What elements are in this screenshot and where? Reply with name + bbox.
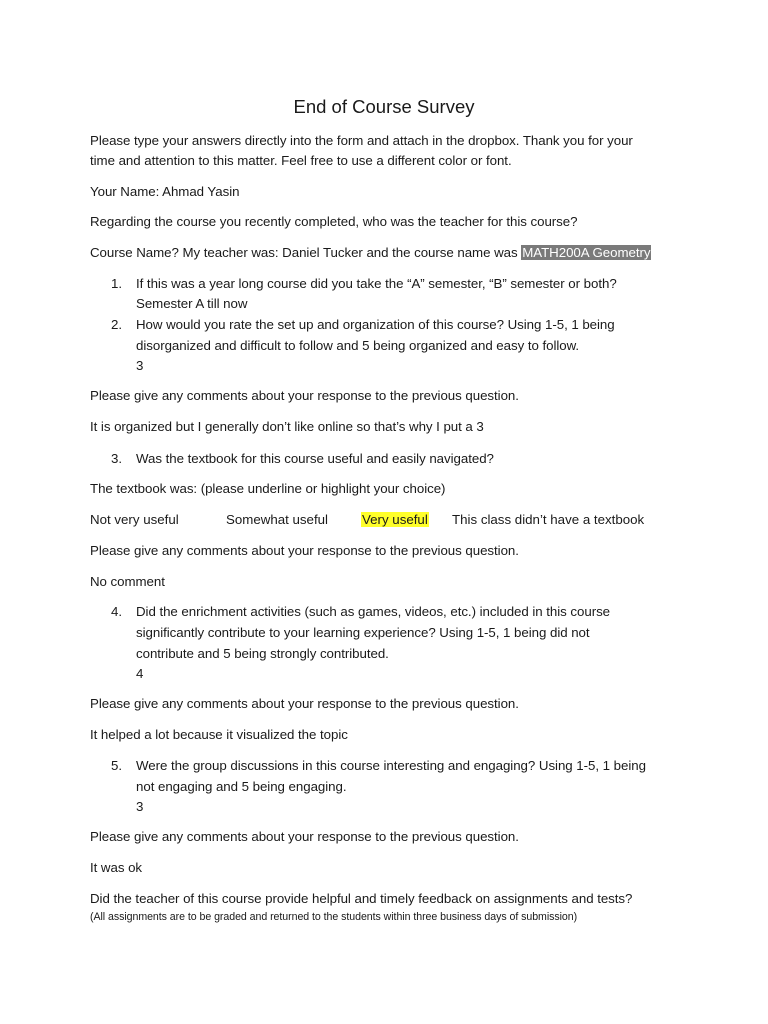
q5-number: 5. [111,758,123,773]
q5-text-line-2: not engaging and 5 being engaging. [136,779,347,794]
feedback-note: (All assignments are to be graded and returned to the students within three business days of submission) [90,911,578,923]
page-title: End of Course Survey [293,96,475,117]
q5-text-line-1: Were the group discussions in this course interesting and engaging? Using 1-5, 1 being [136,758,646,773]
q4-text-line-1: Did the enrichment activities (such as games, videos, etc.) included in this course [136,604,611,619]
q4-text-line-2: significantly contribute to your learning experience? Using 1-5, 1 being did not [136,625,590,640]
q2-text-line-2: disorganized and difficult to follow and 5 being organized and easy to follow. [136,338,580,353]
comment-answer-4: It was ok [90,860,143,875]
textbook-choice-very-useful [361,511,429,529]
q2-number: 2. [111,317,123,332]
q4-text-line-3: contribute and 5 being strongly contributed. [136,646,389,661]
q1-text: If this was a year long course did you take the “A” semester, “B” semester or both? [136,276,617,291]
course-name-prefix: Course Name? My teacher was: Daniel Tucker and the course name was [90,245,518,260]
course-name-highlight: MATH200A Geometry [522,245,651,260]
q3-number: 3. [111,451,123,466]
your-name: Your Name: Ahmad Yasin [90,184,240,199]
teacher-question: Regarding the course you recently completed, who was the teacher for this course? [90,214,578,229]
comment-answer-2: No comment [90,574,165,589]
q2-text-line-1: How would you rate the set up and organization of this course? Using 1-5, 1 being [136,317,615,332]
q1-number: 1. [111,276,123,291]
textbook-choice-very-useful-highlight: Very useful [362,512,428,527]
comment-answer-1: It is organized but I generally don’t like online so that’s why I put a 3 [90,419,484,434]
course-name-line [90,244,651,262]
comment-prompt-4: Please give any comments about your response to the previous question. [90,829,519,844]
q5-answer: 3 [136,799,144,814]
comment-prompt-1: Please give any comments about your response to the previous question. [90,388,519,403]
intro-line-2: time and attention to this matter. Feel free to use a different color or font. [90,153,512,168]
feedback-question: Did the teacher of this course provide helpful and timely feedback on assignments and tests? [90,891,633,906]
textbook-choice-somewhat-useful: Somewhat useful [226,512,328,527]
comment-prompt-2: Please give any comments about your response to the previous question. [90,543,519,558]
textbook-prompt: The textbook was: (please underline or highlight your choice) [90,481,446,496]
q3-text: Was the textbook for this course useful and easily navigated? [136,451,494,466]
q2-answer: 3 [136,358,144,373]
comment-answer-3: It helped a lot because it visualized the topic [90,727,348,742]
comment-prompt-3: Please give any comments about your response to the previous question. [90,696,519,711]
intro-line-1: Please type your answers directly into the form and attach in the dropbox. Thank you for your [90,133,633,148]
textbook-choice-no-textbook: This class didn’t have a textbook [452,512,645,527]
q1-answer: Semester A till now [136,296,248,311]
q4-answer: 4 [136,666,144,681]
textbook-choice-not-very-useful: Not very useful [90,512,179,527]
q4-number: 4. [111,604,123,619]
